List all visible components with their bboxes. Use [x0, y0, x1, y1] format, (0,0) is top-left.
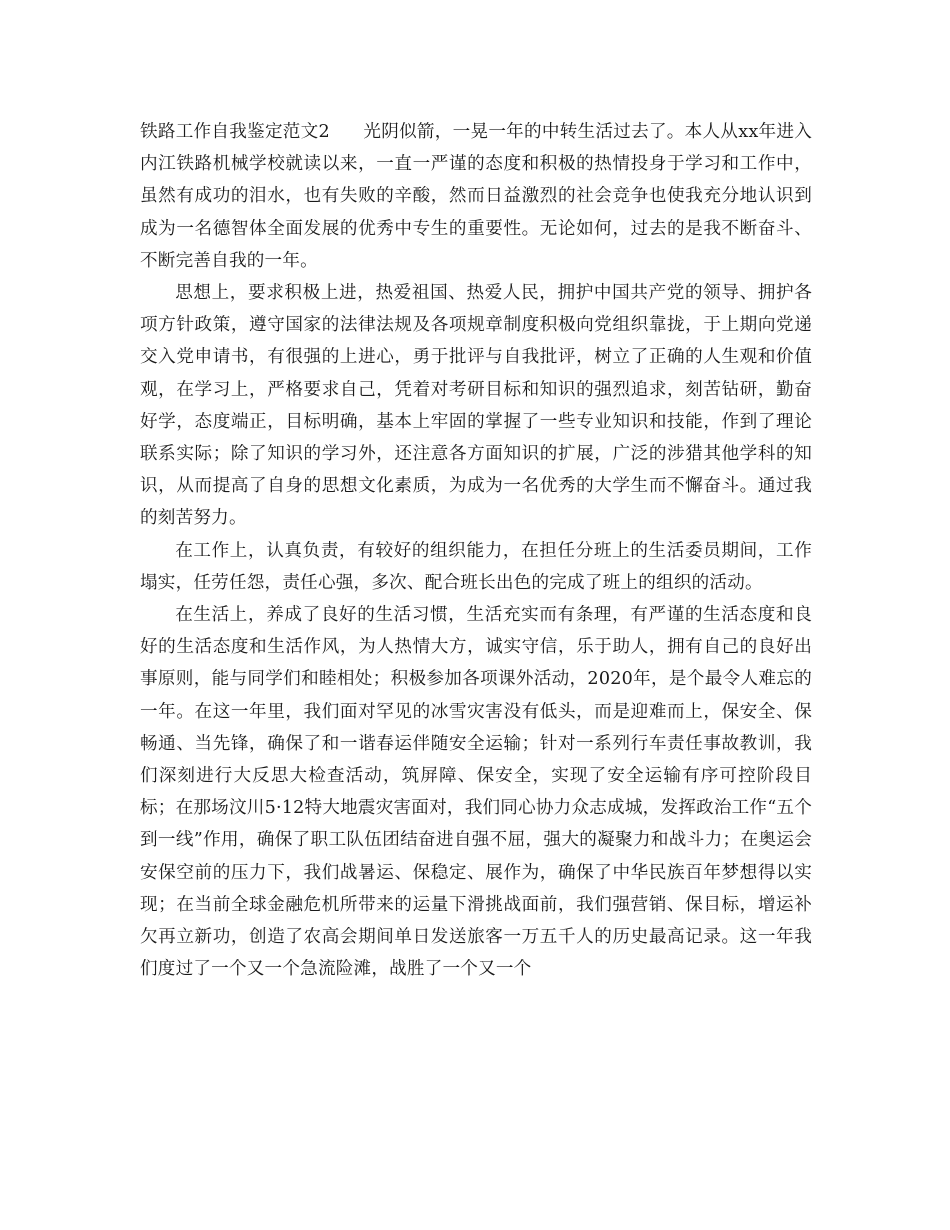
paragraph-text: 光阴似箭，一晃一年的中转生活过去了。本人从xx年进入内江铁路机械学校就读以来，一直一严谨的态度和积极的热情投身于学习和工作中，虽然有成功的泪水，也有失败的辛酸，然而日益激烈的社会竞争也使我充分地认识到成为一名德智体全面发展的优秀中专生的重要性。无论如何，过去的是我不断奋斗、不断完善自我的一年。 — [140, 122, 812, 271]
document-body — [140, 116, 812, 985]
document-title: 铁路工作自我鉴定范文2 — [140, 122, 330, 142]
work-paragraph: 在工作上，认真负责，有较好的组织能力，在担任分班上的生活委员期间，工作塌实，任劳任怨，责任心强，多次、配合班长出色的完成了班上的组织的活动。 — [140, 540, 812, 593]
ideology-paragraph: 思想上，要求积极上进，热爱祖国、热爱人民，拥护中国共产党的领导、拥护各项方针政策，遵守国家的法律法规及各项规章制度积极向党组织靠拢，于上期向党递交入党申请书，有很强的上进心，勇于批评与自我批评，树立了正确的人生观和价值观，在学习上，严格要求自己，凭着对考研目标和知识的强烈追求，刻苦钻研，勤奋好学，态度端正，目标明确，基本上牢固的掌握了一些专业知识和技能，作到了理论联系实际；除了知识的学习外，还注意各方面知识的扩展，广泛的涉猎其他学科的知识，从而提高了自身的思想文化素质，为成为一名优秀的大学生而不懈奋斗。通过我的刻苦努力。 — [140, 283, 812, 529]
life-paragraph: 在生活上，养成了良好的生活习惯，生活充实而有条理，有严谨的生活态度和良好的生活态度和生活作风，为人热情大方，诚实守信，乐于助人，拥有自己的良好出事原则，能与同学们和睦相处；积极参加各项课外活动，2020年，是个最令人难忘的一年。在这一年里，我们面对罕见的冰雪灾害没有低头，而是迎难而上，保安全、保畅通、当先锋，确保了和一谐春运伴随安全运输；针对一系列行车责任事故教训，我们深刻进行大反思大检查活动，筑屏障、保安全，实现了安全运输有序可控阶段目标；在那场汶川5·12特大地震灾害面对，我们同心协力众志成城，发挥政治工作“五个到一线”作用，确保了职工队伍团结奋进自强不屈，强大的凝聚力和战斗力；在奥运会安保空前的压力下，我们战暑运、保稳定、展作为，确保了中华民族百年梦想得以实现；在当前全球金融危机所带来的运量下滑挑战面前，我们强营销、保目标，增运补欠再立新功，创造了农高会期间单日发送旅客一万五千人的历史最高记录。这一年我们度过了一个又一个急流险滩，战胜了一个又一个 — [140, 605, 812, 980]
intro-paragraph — [140, 116, 812, 277]
